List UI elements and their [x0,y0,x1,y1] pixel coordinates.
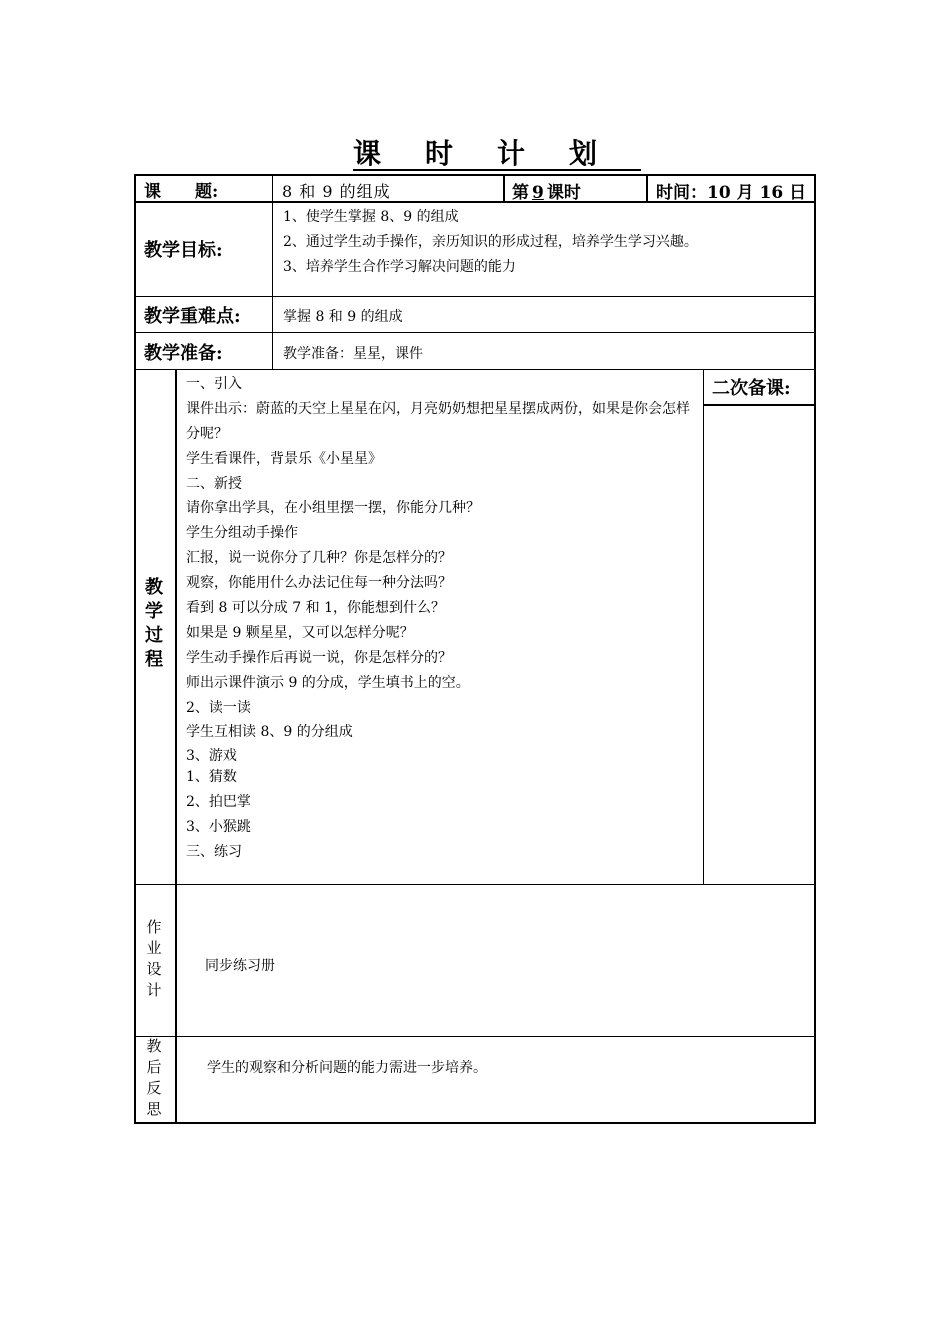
column-divider [646,174,648,202]
process-line: 2、读一读 [186,700,251,716]
goals-label: 教学目标: [144,240,223,261]
homework-value: 同步练习册 [205,958,275,974]
process-line: 学生看课件，背景乐《小星星》 [186,451,382,467]
goal-item: 3、培养学生合作学习解决问题的能力 [283,259,516,275]
process-line: 如果是 9 颗星星，又可以怎样分呢？ [186,625,414,641]
row-divider [134,884,816,885]
process-line: 3、游戏 [186,748,237,764]
process-line: 三、练习 [186,844,242,860]
key-points-value: 掌握 8 和 9 的组成 [283,309,403,325]
second-prep-label: 二次备课: [712,378,791,399]
column-divider [703,369,704,885]
reflection-value: 学生的观察和分析问题的能力需进一步培养。 [207,1060,487,1076]
process-line: 2、拍巴掌 [186,794,251,810]
preparation-label: 教学准备: [144,343,223,364]
row-divider [134,332,816,333]
process-line: 课件出示：蔚蓝的天空上星星在闪，月亮奶奶想把星星摆成两份，如果是你会怎样 [186,401,690,417]
column-divider [175,369,177,1124]
process-line: 3、小猴跳 [186,819,251,835]
key-points-label: 教学重难点: [144,306,241,327]
process-line: 学生互相读 8、9 的分组成 [186,724,353,740]
goal-item: 1、使学生掌握 8、9 的组成 [283,209,459,225]
homework-label: 作 业 设 计 [146,918,162,999]
process-line: 1、猜数 [186,769,237,785]
process-line: 分呢？ [186,426,228,442]
process-line: 一、引入 [186,376,242,392]
process-line: 学生动手操作后再说一说，你是怎样分的？ [186,650,452,666]
process-line: 二、新授 [186,476,242,492]
row-divider [134,1036,816,1037]
reflection-label: 教 后 反 思 [146,1037,162,1118]
lesson-date: 时间：10 月 16 日 [656,183,807,203]
goal-item: 2、通过学生动手操作，亲历知识的形成过程，培养学生学习兴趣。 [283,234,698,250]
process-line: 请你拿出学具，在小组里摆一摆，你能分几种？ [186,500,480,516]
page-title: 课时计划 [352,137,641,170]
lesson-number: 第 9 课时 [512,183,581,203]
process-line: 汇报，说一说你分了几种？你是怎样分的？ [186,550,452,566]
row-divider [134,296,816,297]
row-divider [134,369,816,370]
process-label: 教 学 过 程 [145,577,163,670]
topic-label: 课 题: [144,182,219,202]
process-line: 看到 8 可以分成 7 和 1，你能想到什么？ [186,600,445,616]
second-prep-divider [704,404,816,406]
column-divider [503,174,505,202]
process-line: 观察，你能用什么办法记住每一种分法吗？ [186,575,452,591]
preparation-value: 教学准备：星星，课件 [283,346,423,362]
process-line: 师出示课件演示 9 的分成，学生填书上的空。 [186,675,470,691]
topic-value: 8 和 9 的组成 [282,182,391,201]
process-line: 学生分组动手操作 [186,525,298,541]
column-divider [272,174,273,370]
